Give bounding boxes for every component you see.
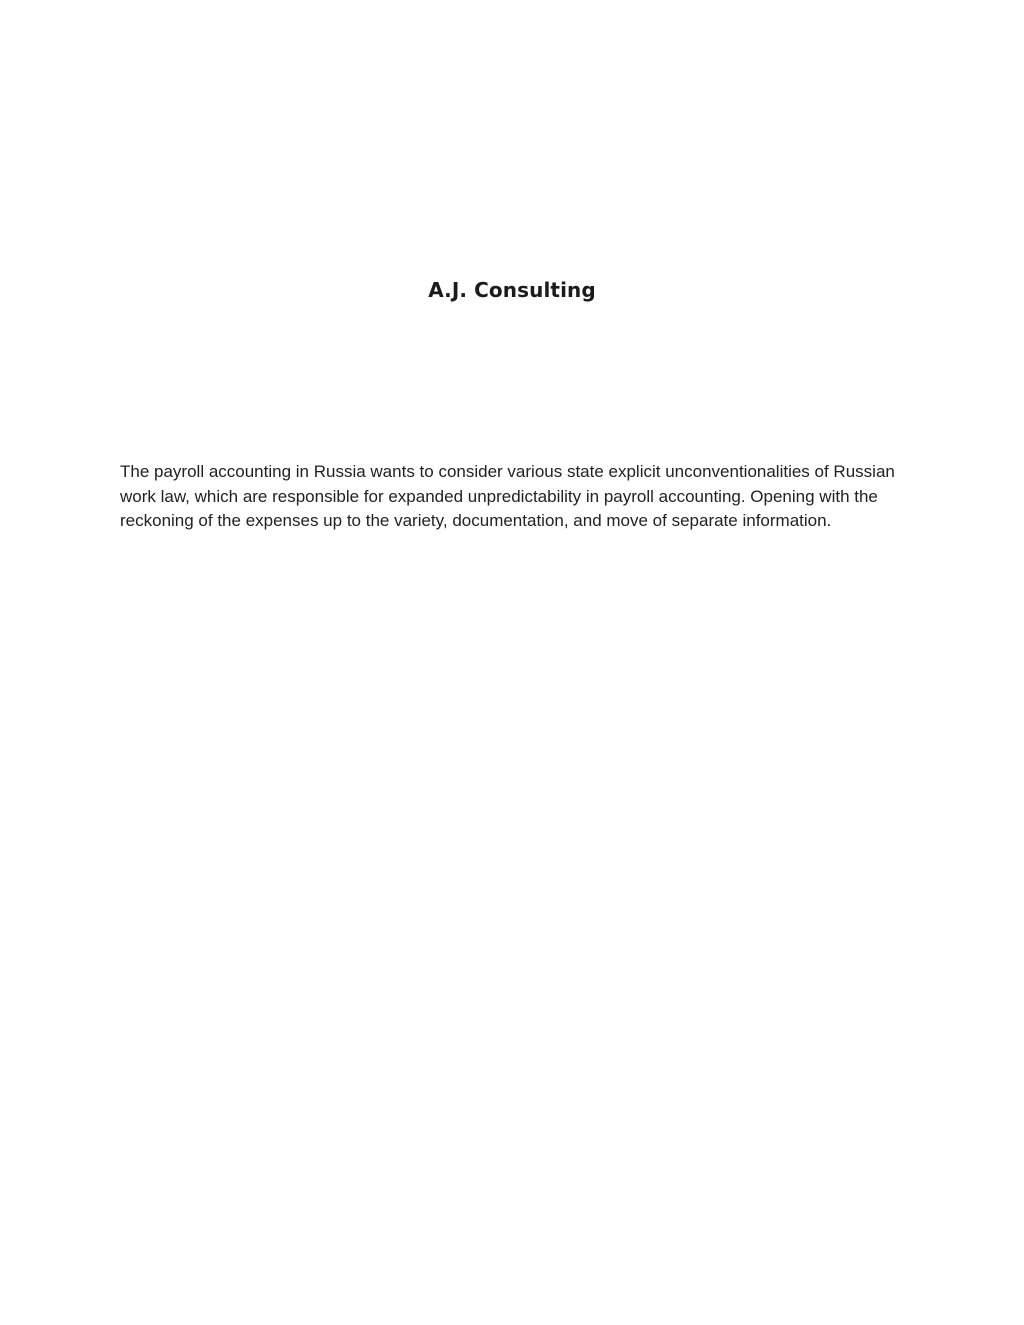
body-paragraph: The payroll accounting in Russia wants to consider various state explicit unconventionalities of Russian work law, which are responsible for expanded unpredictability in payroll accounting. Opening with the reckoning of the expenses up to the variety, documentation, and move of separate information. (120, 462, 895, 530)
company-logo-text: A.J. Consulting (428, 278, 596, 302)
